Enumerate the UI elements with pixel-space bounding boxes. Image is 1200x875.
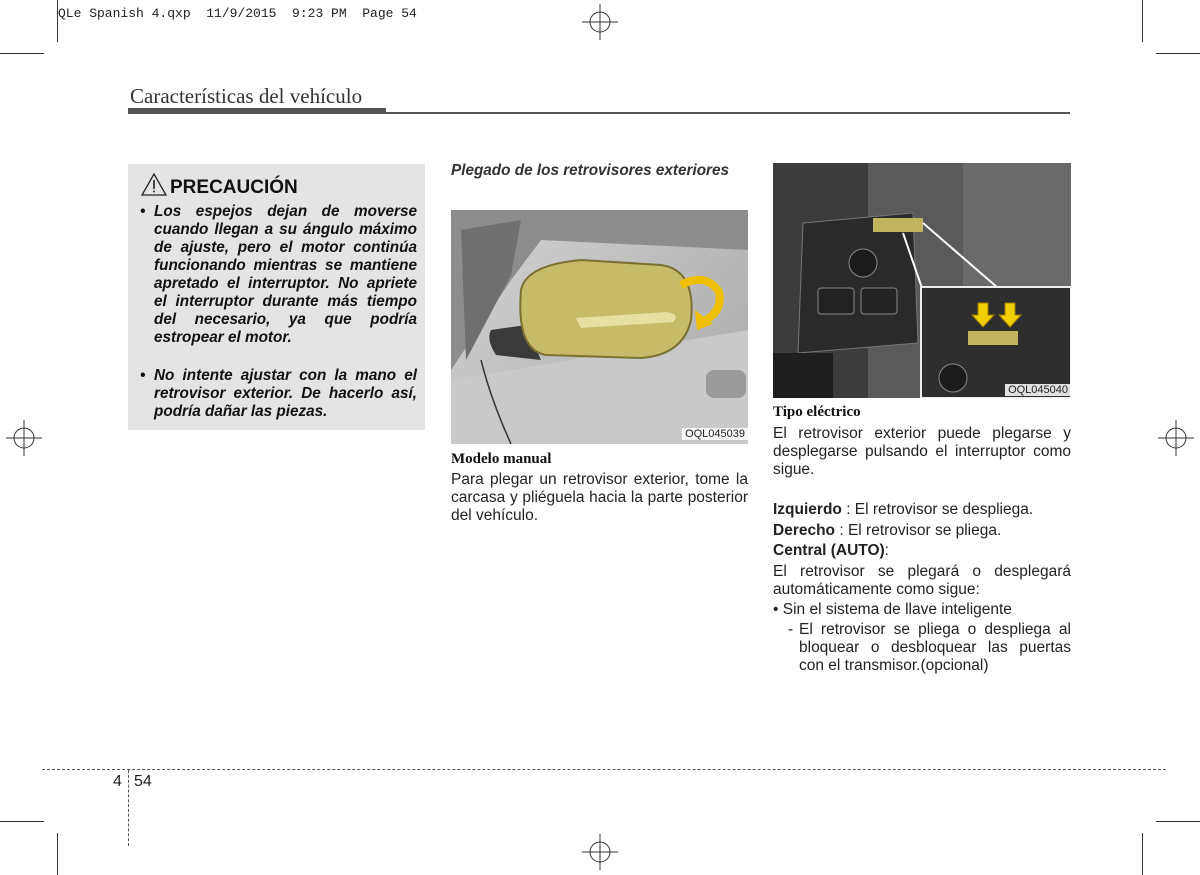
caution-item: • Los espejos dejan de moverse cuando llegan a su ángulo máximo de ajuste, pero el motor continúa funcionando mientras se mantiene apretado el interruptor. No apriete el interruptor durante más tiempo del necesario, ya que podría estropear el motor.	[140, 203, 417, 346]
manual-mirror-figure	[451, 210, 748, 444]
sub-item	[788, 621, 1071, 675]
crop-mark	[57, 0, 58, 42]
footer-divider	[128, 770, 129, 846]
header-rule	[386, 112, 1070, 114]
electric-switch-figure	[773, 163, 1071, 398]
registration-mark-icon	[1158, 420, 1194, 456]
left-position	[773, 501, 1071, 519]
caution-item-text: No intente ajustar con la mano el retrovisor exterior. De hacerlo así, podría dañar las piezas.	[154, 367, 417, 420]
crop-mark	[1156, 53, 1200, 54]
left-text: : El retrovisor se despliega.	[841, 501, 1034, 518]
section-title: Plegado de los retrovisores exteriores	[451, 162, 730, 179]
section-number: 4	[113, 773, 122, 790]
registration-mark-icon	[582, 834, 618, 870]
figure-code: OQL045040	[1005, 384, 1071, 396]
registration-mark-icon	[582, 4, 618, 40]
bullet-icon: •	[773, 601, 783, 618]
crop-mark	[0, 821, 44, 822]
crop-mark	[0, 53, 44, 54]
central-text: El retrovisor se plegará o desplegará automáticamente como sigue:	[773, 563, 1071, 598]
right-label: Derecho	[773, 522, 836, 539]
right-text: : El retrovisor se pliega.	[835, 522, 1002, 539]
figure-code: OQL045039	[682, 428, 748, 440]
dash-icon: -	[788, 621, 794, 638]
print-slug: QLe Spanish 4.qxp 11/9/2015 9:23 PM Page 54	[58, 6, 417, 21]
crop-mark	[57, 833, 58, 875]
chapter-title: Características del vehículo	[130, 84, 363, 108]
footer-rule	[42, 769, 1166, 770]
switch-illustration	[773, 163, 1071, 398]
page-number: 54	[134, 773, 152, 790]
caution-item: • No intente ajustar con la mano el retrovisor exterior. De hacerlo así, podría dañar las piezas.	[140, 367, 417, 420]
left-label: Izquierdo	[773, 501, 842, 518]
right-position	[773, 522, 1071, 540]
mirror-illustration	[451, 210, 748, 444]
central-position	[773, 542, 1071, 560]
caution-title: PRECAUCIÓN	[170, 177, 298, 198]
bullet-text: Sin el sistema de llave inteligente	[782, 601, 1012, 618]
sub-text: El retrovisor se pliega o despliega al bloquear o desbloquear las puertas con el transmisor.(opcional)	[799, 621, 1071, 674]
header-rule	[128, 108, 386, 114]
electric-heading: Tipo eléctrico	[773, 404, 861, 420]
crop-mark	[1156, 821, 1200, 822]
electric-intro: El retrovisor exterior puede plegarse y desplegarse pulsando el interruptor como sigue.	[773, 425, 1071, 478]
bullet-item	[773, 601, 1071, 619]
crop-mark	[1142, 833, 1143, 875]
caution-item-text: Los espejos dejan de moverse cuando llegan a su ángulo máximo de ajuste, pero el motor continúa funcionando mientras se mantiene apretado el interruptor. No apriete el interruptor durante más tiempo del necesario, ya que podría estropear el motor.	[154, 203, 417, 346]
central-label: Central (AUTO)	[773, 542, 885, 559]
registration-mark-icon	[6, 420, 42, 456]
central-suffix: :	[884, 542, 889, 559]
warning-triangle-icon	[141, 173, 167, 196]
manual-text: Para plegar un retrovisor exterior, tome la carcasa y pliéguela hacia la parte posterior del vehículo.	[451, 471, 748, 524]
crop-mark	[1142, 0, 1143, 42]
manual-heading: Modelo manual	[451, 451, 552, 467]
